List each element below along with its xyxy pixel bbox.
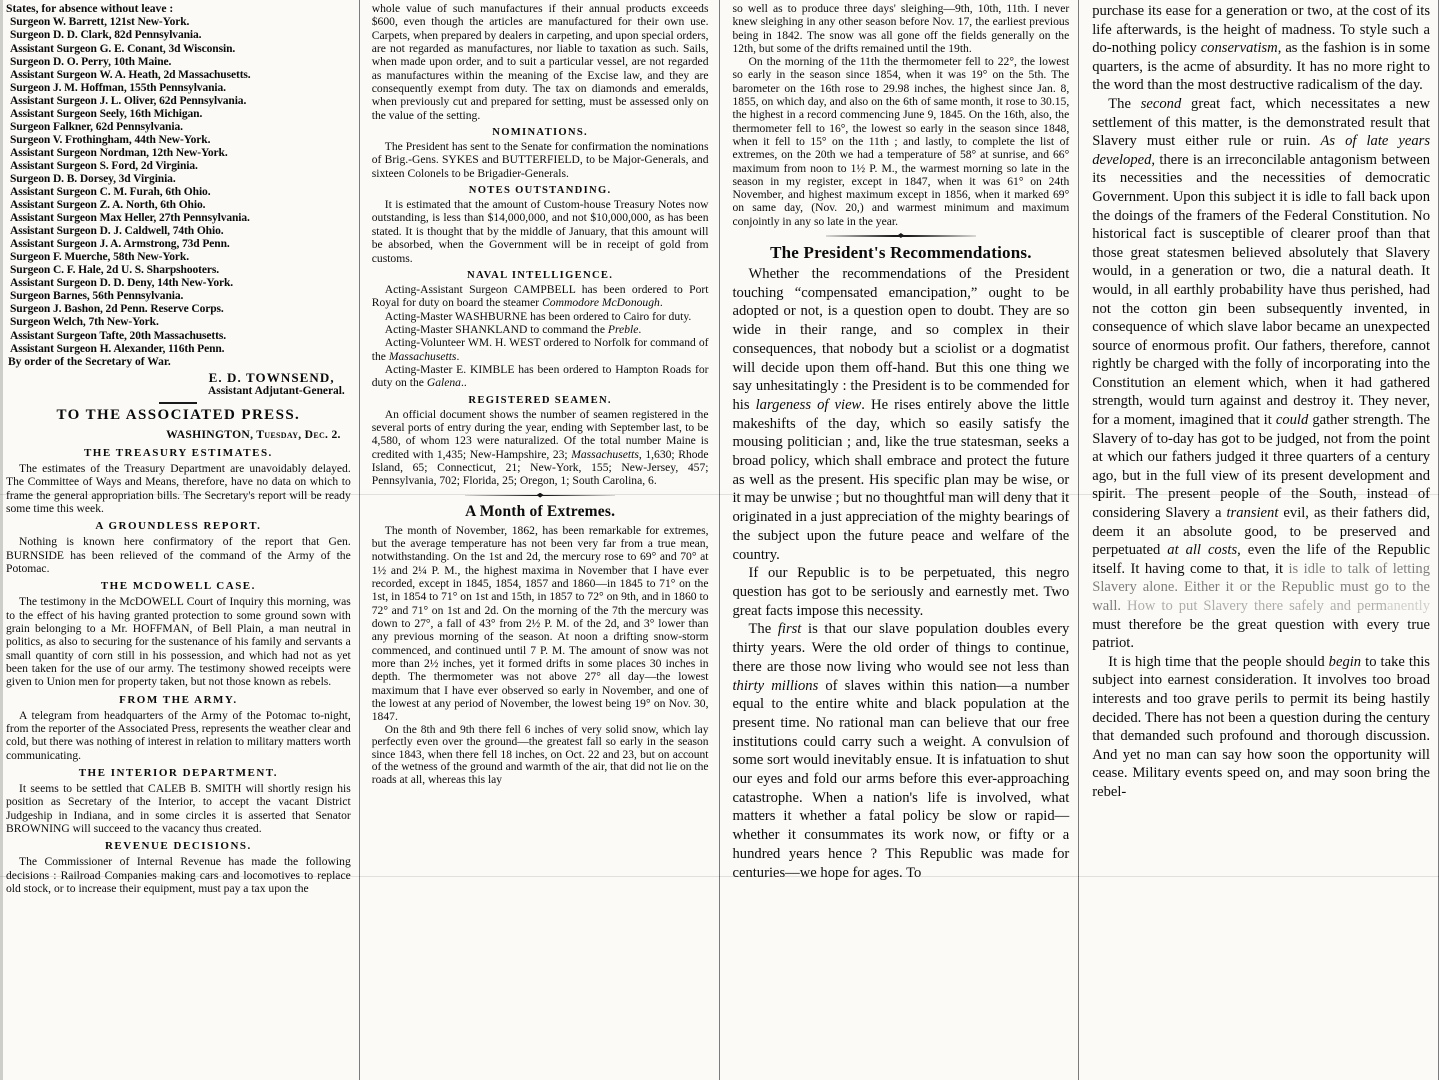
list-item: Assistant Surgeon G. E. Conant, 3d Wisconsin. — [10, 42, 236, 55]
paragraph: If our Republic is to be perpetuated, this negro question has got to be seriously and earnestly met. Two great facts impose this necessity. — [732, 565, 1070, 619]
dateline: WASHINGTON, Tuesday, Dec. 2. — [166, 427, 341, 441]
surgeon-roster-list — [6, 16, 351, 355]
section-heading-registered-seamen: REGISTERED SEAMEN. — [468, 394, 612, 406]
column-1 — [0, 0, 360, 1080]
ornamental-divider-rule — [465, 493, 615, 499]
section-divider-rule — [159, 402, 197, 404]
paragraph: It is estimated that the amount of Custom-house Treasury Notes now outstanding, is less than $14,000,000, and not $10,000,000, as has been stated. It is thought that by the middle of January, that this amount will be absorbed, when the Government will be in receipt of gold from customs. — [371, 198, 709, 265]
list-item: Assistant Surgeon Z. A. North, 6th Ohio. — [10, 199, 206, 212]
column-3 — [720, 0, 1080, 1080]
list-item: Surgeon J. M. Hoffman, 155th Pennsylvania. — [10, 81, 226, 94]
paragraph: Acting-Master E. KIMBLE has been ordered to Hampton Roads for duty on the Galena.. — [371, 362, 709, 390]
list-item: Surgeon V. Frothingham, 44th New-York. — [10, 133, 211, 146]
paragraph: Acting-Assistant Surgeon CAMPBELL has been ordered to Port Royal for duty on board the steamer Commodore McDonough. — [371, 282, 709, 310]
feature-title-month-of-extremes: A Month of Extremes. — [465, 502, 616, 520]
paragraph: The testimony in the McDOWELL Court of Inquiry this morning, was to the effect of his having granted protection to some ground sown with grain belonging to a Mr. HOFFMAN, of Bell Plain, a man neutral in politics, as also to securing for the sustenance of his family and servants a small quantity of corn still in his possession, and which had not as yet been taken for the use of our army. The testimony showed receipts were given to Union men for property taken, but not those known as rebels. — [6, 595, 351, 689]
section-heading-interior-department: THE INTERIOR DEPARTMENT. — [78, 767, 279, 780]
list-item: Surgeon J. Bashon, 2d Penn. Reserve Corps. — [10, 303, 224, 316]
list-item: Assistant Surgeon Nordman, 12th New-York. — [10, 146, 228, 159]
list-item: Assistant Surgeon W. A. Heath, 2d Massachusetts. — [10, 68, 251, 81]
signature-title: Assistant Adjutant-General. — [208, 384, 345, 397]
paragraph-continued: so well as to produce three days' sleighing—9th, 10th, 11th. I never knew sleighing in any other season before Nov. 17, the earliest previous being in 1842. The snow was all gone off the fields generally on the 12th, but some of the drifts remained until the 19th. — [732, 2, 1070, 55]
paragraph: Acting-Volunteer WM. H. WEST ordered to Norfolk for command of the Massachusetts. — [371, 336, 709, 363]
paragraph: Nothing is known here confirmatory of the report that Gen. BURNSIDE has been relieved of the command of the Army of the Potomac. — [6, 535, 351, 575]
section-heading-from-the-army: FROM THE ARMY. — [119, 693, 238, 706]
section-heading-notes-outstanding: NOTES OUTSTANDING. — [468, 185, 612, 197]
paragraph: Whether the recommendations of the President touching “compensated emancipation,” ought to be adopted or not, is a question open to doubt. They are so wide in their range, and so complex in their consequences, that nobody but a sciolist or a dogmatist will decide upon them off-hand. But this one thing we say unhesitatingly : the President is to be commended for his largeness of view. He rises entirely above the little makeshifts of the day, which so easily satisfy the mousing politician ; and, like the true statesman, seeks a broad policy, which shall embrace and protect the future as well as the present. His specific plan may be wise, or it may be unwise ; but no thoughtful man will deny that it originated in a just appreciation of the mighty bearings of the subject upon the future peace and welfare of the country. — [732, 266, 1070, 563]
list-item: Assistant Surgeon S. Ford, 2d Virginia. — [10, 159, 198, 172]
paragraph-continued: whole value of such manufactures if their annual products exceeds $600, even though the articles are manufactured for their own use. Carpets, when prepared by dealers in carpeting, and upon special orders, are not regarded as manufactures, nor liable to taxation as such. Sails, when made upon order, and to suit a particular vessel, are not regarded as manufactures within the meaning of the Excise law, and they are consequently exempt from duty. The tax on diamonds and emeralds, when previously cut and prepared for setting, must be assessed only on the value of the setting. — [371, 2, 709, 122]
section-heading-revenue-decisions: REVENUE DECISIONS. — [104, 840, 252, 853]
list-item: Surgeon D. D. Clark, 82d Pennsylvania. — [10, 29, 202, 42]
roster-lead-line: States, for absence without leave : — [6, 2, 174, 15]
paragraph: Acting-Master WASHBURNE has been ordered to Cairo for duty. — [384, 309, 692, 323]
list-item: Surgeon Barnes, 56th Pennsylvania. — [10, 290, 184, 303]
list-item: Assistant Surgeon J. A. Armstrong, 73d Penn. — [10, 238, 230, 251]
list-item: Surgeon F. Muerche, 58th New-York. — [10, 251, 189, 264]
paragraph: The estimates of the Treasury Department are unavoidably delayed. The Committee of Ways and Means, therefore, have no data on which to frame the general appropriation bills. The Secretary's report will be ready some time this week. — [6, 461, 351, 515]
paragraph-continued: purchase its ease for a generation or two, at the cost of its life afterwards, is the height of madness. To style such a do-nothing policy conservatism, as the fashion is in some quarters, is the acme of absurdity. It has no more right to the word than the most destructive radicalism of the day. — [1092, 3, 1430, 94]
signature-name: E. D. TOWNSEND, — [208, 369, 335, 385]
section-heading-groundless-report: A GROUNDLESS REPORT. — [95, 520, 262, 533]
paragraph: On the morning of the 11th the thermometer fell to 22°, the lowest so early in the season since 1854, when it was 19° on the 5th. The barometer on the 16th rose to 29.98 inches, the highest since Jan. 8, 1855, on which day, and also on the 6th of same month, it rose to 30.15, the highest in a record commencing June 9, 1845. On the 16th, also, the thermometer fell to 16°, the lowest so early in the season since 1848, when it fell to 15° on the 11th ; and lastly, to complete the list of extremes, on the 20th we had a temperature of 58° at sunrise, and 66° maximum from noon to 1½ P. M., the warmest morning so late in the season in my register, except in 1847, when it was 61° on 24th November, and highest maximum except in 1856, when it marked 69° on same day, (Nov. 20,) and warmest minimum and maximum conjointly in any so late in the year. — [732, 55, 1070, 228]
paragraph: It is high time that the people should begin to take this subject into earnest consideration. It involves too broad interests and too grave perils to permit its being hastily decided. There has not been a question during the century that demanded such profound and thorough discussion. And yet no man can say how soon the opportunity will cease. Military events speed on, and may soon bring the rebel- — [1092, 653, 1430, 800]
list-item: Surgeon W. Barrett, 121st New-York. — [10, 16, 190, 29]
section-heading-nominations: NOMINATIONS. — [492, 127, 588, 139]
headline-associated-press: TO THE ASSOCIATED PRESS. — [56, 406, 301, 423]
ornamental-divider-rule — [826, 233, 976, 239]
section-heading-naval-intelligence: NAVAL INTELLIGENCE. — [467, 269, 614, 281]
list-item: Surgeon D. B. Dorsey, 3d Virginia. — [10, 172, 176, 185]
paragraph: The Commissioner of Internal Revenue has made the following decisions : Railroad Companies making cars and locomotives to replace old stock, or to increase their equipment, must pay a tax upon the — [6, 855, 351, 896]
list-item: Assistant Surgeon Seely, 16th Michigan. — [10, 107, 203, 120]
list-item: Assistant Surgeon D. J. Caldwell, 74th Ohio. — [10, 225, 224, 238]
list-item: Assistant Surgeon H. Alexander, 116th Penn. — [10, 342, 225, 355]
column-4 — [1079, 0, 1439, 1080]
paragraph: The President has sent to the Senate for confirmation the nominations of Brig.-Gens. SYKES and BUTTERFIELD, to be Major-Generals, and sixteen Colonels to be Brigadier-Generals. — [371, 140, 709, 180]
feature-title-presidents-recommendations: The President's Recommendations. — [770, 243, 1032, 263]
paragraph: The second great fact, which necessitates a new settlement of this matter, is the demonstrated result that Slavery must either rule or ruin. As of late years developed, there is an irreconcilable antagonism between its necessities and the necessities of democratic Government. Upon this subject it is idle to fall back upon the doings of the framers of the Federal Constitution. No historical fact is susceptible of clearer proof than that those great statesmen believed absolutely that Slavery would, in a generation or two, die a natural death. It would, in all earthly probability have thus perished, had not the cotton gin been subsequently invented, in consequence of which slave labor became an unexpected source of enormous profit. Our fathers, therefore, cannot rightly be charged with the folly of incorporating into the Constitution an element which, when it had gathered strength, would turn against and destroy it. They never, for a moment, imagined that it could gather strength. The Slavery of to-day has got to be judged, not from the point at which our fathers judged it three quarters of a century ago, but in the full view of its present development and spirit. The present people of the South, instead of considering Slavery a transient evil, as their fathers did, deem it an absolute good, to be preserved and perpetuated at all costs, even the life of the Republic itself. It having come to that, it is idle to talk of letting Slavery alone. Either it or the Republic must go to the wall. How to put Slavery there safely and permanently must therefore be the great question with every true patriot. — [1092, 95, 1431, 652]
paragraph: Acting-Master SHANKLAND to command the Preble. — [384, 322, 642, 336]
section-heading-mcdowell-case: THE MCDOWELL CASE. — [100, 580, 256, 593]
list-item: Assistant Surgeon J. L. Oliver, 62d Pennsylvania. — [10, 94, 247, 107]
list-item: Surgeon C. F. Hale, 2d U. S. Sharpshooters. — [10, 264, 220, 277]
paragraph: On the 8th and 9th there fell 6 inches of very solid snow, which lay perfectly even over the ground—the greatest fall so early in the season since 1843, when there fell 18 inches, on Oct. 22 and 23, but on account of the wetness of the ground and warmth of the air, that did not lie on the roads at all, whereas this lay — [371, 723, 709, 786]
list-item: Assistant Surgeon Max Heller, 27th Pennsylvania. — [10, 212, 250, 225]
list-item: Assistant Surgeon C. M. Furah, 6th Ohio. — [10, 186, 211, 199]
paragraph: A telegram from headquarters of the Army of the Potomac to-night, from the reporter of the Associated Press, represents the weather clear and cold, but there was nothing of interest in relation to military matters worth communicating. — [6, 708, 351, 762]
list-item: Surgeon Falkner, 62d Pennsylvania. — [10, 120, 183, 133]
list-item: Assistant Surgeon Tafte, 20th Massachusetts. — [10, 329, 227, 342]
paragraph: The month of November, 1862, has been remarkable for extremes, but the average temperature has not been very far from a true mean, notwithstanding. On the 1st and 2d, the mercury rose to 69° and 70° at 1½ and 2¼ P. M., the highest maxima in November that I have ever recorded, except in 1845, 1854, 1857 and 1860—in 1845 to 71° on the 1st, in 1854 to 71° on 1st and 15th, in 1857 to 72° on 9th, and in 1860 to 72° and 71° on 1st and 2d. On the morning of the 7th the mercury was down to 27°, a fall of 43° from 2½ P. M. of the 2d, and 3° lower than any previous morning of the season. At noon a drifting snow-storm commenced, and continued until 7 P. M. The amount of snow was not more than 2½ inches, yet it formed drifts in some places 30 inches in depth. The thermometer was not above 27° all day—the lowest maximum that I have ever observed so early in November, and one of the lowest at any period of November, the lowest being 19° on Nov. 30, 1847. — [371, 523, 709, 724]
by-order-line: By order of the Secretary of War. — [8, 355, 171, 368]
paragraph: The first is that our slave population doubles every thirty years. Were the old order of things to continue, there are those now living who would see not less than thirty millions of slaves within this nation—a number equal to the entire white and black population at the present time. No rational man can believe that our free institutions could carry such a weight. A convulsion of some sort would inevitably ensue. It is infatuation to shut our eyes and fold our arms before this ever-approaching catastrophe. When a nation's life is involved, what matters it whether a fatal policy be slow or rapid—whether it consummates its work now, or fifty or a hundred years hence ? This Republic was made for centuries—we hope for ages. To — [732, 621, 1070, 881]
list-item: Surgeon Welch, 7th New-York. — [10, 316, 159, 329]
paragraph: An official document shows the number of seamen registered in the several ports of entry during the year, ending with September last, to be 4,580, of whom 123 were naturalized. Of the total number Maine is credited with 1,435; New-Hampshire, 23; Massachusetts, 1,630; Rhode Island, 65; Connecticut, 21; New-York, 155; New-Jersey, 457; Pennsylvania, 702; Florida, 25; Oregon, 1; South Carolina, 6. — [371, 407, 709, 488]
scan-edge-artifact — [0, 0, 3, 1080]
list-item: Surgeon D. O. Perry, 10th Maine. — [10, 55, 172, 68]
list-item: Assistant Surgeon D. D. Deny, 14th New-York. — [10, 277, 234, 290]
column-2 — [360, 0, 720, 1080]
section-heading-treasury-estimates: THE TREASURY ESTIMATES. — [83, 446, 273, 459]
paragraph: It seems to be settled that CALEB B. SMITH will shortly resign his position as Secretary of the Interior, to accept the vacant District Judgeship in Indiana, and in some circles it is asserted that Senator BROWNING will succeed to the vacancy thus created. — [6, 782, 351, 836]
